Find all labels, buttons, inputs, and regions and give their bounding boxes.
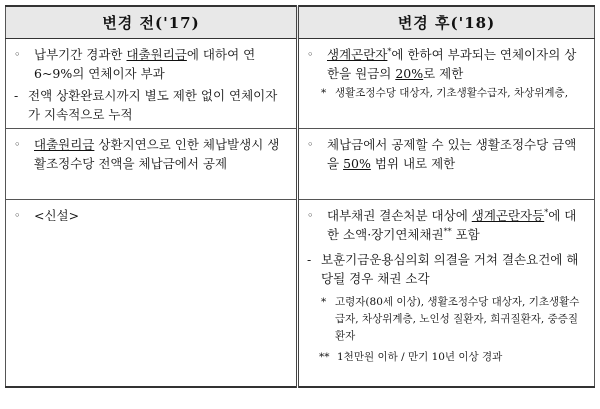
row1-before-main: 납부기간 경과한 대출원리금에 대하여 연 6~9%의 연체이자 부과	[34, 47, 256, 81]
row1-before-cell	[6, 39, 298, 129]
row3-after-main: 대부채권 결손처분 대상에 생계곤란자등*에 대한 소액·장기연체채권** 포함	[327, 207, 577, 242]
row2-before-cell	[6, 129, 298, 200]
row3-after-note2: 1천만원 이하 / 만기 10년 이상 경과	[337, 351, 503, 363]
table-row	[6, 200, 595, 388]
footnote-mark: *	[321, 296, 327, 308]
row2-before-main: 대출원리금 상환지연으로 인한 체납발생시 생활조정수당 전액을 체납금에서 공제	[34, 137, 280, 171]
row1-before-sub: 전액 상환완료시까지 별도 제한 없이 연체이자가 지속적으로 누적	[28, 88, 278, 122]
row2-after-cell	[298, 129, 595, 200]
bullet-mark: ◦	[14, 48, 21, 61]
row3-before-main: <신설>	[34, 208, 80, 223]
row3-before-cell	[6, 200, 298, 388]
header-before: 변경 전('17)	[6, 6, 298, 39]
header-after: 변경 후('18)	[298, 6, 595, 39]
table-row	[6, 129, 595, 200]
row3-after-note: 고령자(80세 이상), 생활조정수당 대상자, 기초생활수급자, 차상위계층, 노인성 질환자, 희귀질환자, 중증질환자	[335, 296, 580, 342]
table-header-row	[6, 6, 595, 39]
row3-after-sub: 보훈기금운용심의회 의결을 거쳐 결손요건에 해당될 경우 채권 소각	[321, 252, 579, 286]
row1-after-note: 생활조정수당 대상자, 기초생활수급자, 차상위계층,	[335, 87, 569, 99]
row1-after-cell	[298, 39, 595, 129]
bullet-mark: ◦	[14, 138, 21, 151]
dash-mark: -	[14, 88, 19, 103]
footnote-mark: *	[321, 87, 327, 99]
table-row	[6, 39, 595, 129]
bullet-mark: ◦	[307, 48, 314, 61]
bullet-mark: ◦	[307, 209, 314, 222]
dash-mark: -	[307, 252, 312, 267]
bullet-mark: ◦	[14, 209, 21, 222]
row1-after-main: 생계곤란자*에 한하여 부과되는 연체이자의 상한을 원금의 20%로 제한	[327, 46, 577, 81]
comparison-table	[5, 5, 595, 388]
row3-after-cell	[298, 200, 595, 388]
bullet-mark: ◦	[307, 138, 314, 151]
row2-after-main: 체납금에서 공제할 수 있는 생활조정수당 금액을 50% 범위 내로 제한	[327, 137, 577, 171]
footnote-mark-double: **	[319, 351, 330, 363]
